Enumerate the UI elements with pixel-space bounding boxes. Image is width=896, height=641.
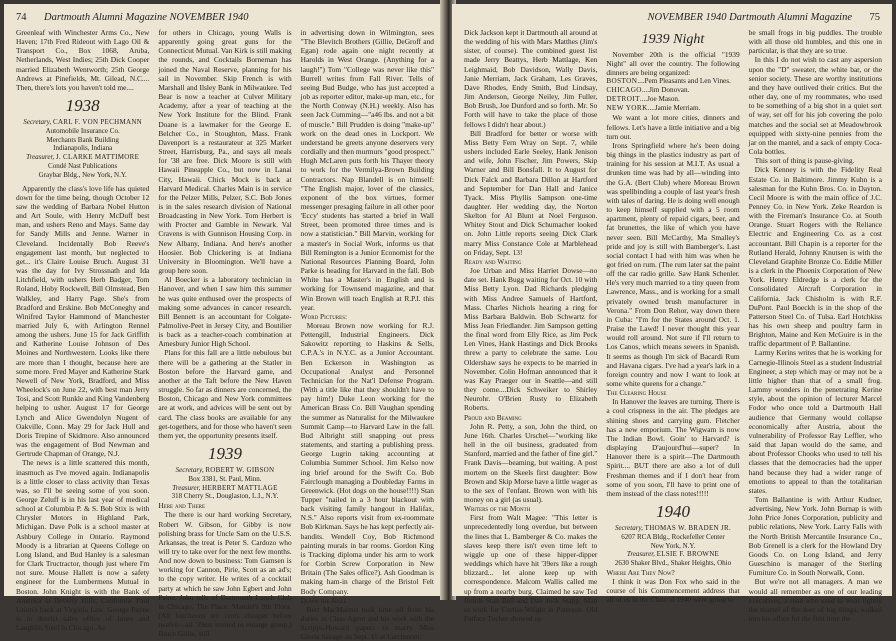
paragraph: John R. Petty, a son, John the third, on June 16th. Charles Urschel—"working like hell in the oil business, graduated from Stanford, married and the father of fine girl." Frank Davis—beaming, but waiting. A post mortem on the Skeels first daughter: Bow Brown and Skip Morse have a little wager as to the sex of l'enfant. Brown won with his money on a girl (as usual). <box>464 421 598 504</box>
paragraph: in advertising down in Wilmington, sees "The Blevitch Brothers (Gillie, DeGroff and Egan) rode again one night recently at Harolds in West Orange. (Anything for a laugh!") Tom "College was never like this" Burrell writes from Fall River. Tells of seeing Bud Budge, who has just accepted a job as reporter editor, make-up man, etc., for the North Conway (N.H.) weekly. Also has seen Jack Cumming—"a46 lbs. and not a bit of muscle." Bill Prudden is doing "make-up" work on the dead ones in Lockport. We understand he greets anyone deservers very cordially and then murmurs "good prospect." Hugh McLaren puts forth his Thayer theory to work for the Vermilya-Brown Building Contractors. Nap Blandell is on himself: "The English major, lover of the classics, exponent of the box virtues, former messenger presaging failure in all other poor 'Eccy' students has started a brief in Wall Street, been promoted three times and is now a statistician." Bill Marvin, working for a master's in Social Work, informs us that Bill Remington is a Junior Economist for the National Resources Planning Board, John Parke is heading for Harvard in the fall. Bob White has a Master's in English and is working for Townsend magazine, and that Win Brown will teach English at R.P.I. this year. <box>300 28 434 312</box>
left-column-1 <box>16 28 150 633</box>
running-head: NOVEMBER 1940 Dartmouth Alumni Magazine <box>647 12 852 23</box>
left-page <box>4 4 444 641</box>
officer-name: ROBERT W. GIBSON <box>205 466 275 475</box>
page-number: 74 <box>16 12 27 23</box>
paragraph: Bert MacMannis took time off from his duties as Class Agent and his work with the Scripps-Howard papers to marry Miss Gloria Savage on Sept. 15 at Larchmont. <box>300 604 434 641</box>
section-subhead: Word Pictures: <box>300 311 348 321</box>
paragraph: November 20th is the official "1939 Night" all over the country. The following dinners are being organized: <box>606 50 740 78</box>
officer-address-line: 318 Cherry St., Douglaston, L.I., N.Y. <box>171 492 279 501</box>
paragraph: for others in Chicago, young Walls is apparently going great guns for the Connecticut Mutual. Van Kirk is still making the rounds, and Cocktails Borneman has joined the Naval Reserve, planning for his sail in November. Skip French is with Marshall and Ilsley Bank in Milwaukee. Ted Bear is now a teacher at Culver Military Academy, after a year of teaching at the New York Institute for the Blind. Frank Doane is a lawmaker for the George E. Belcher Co., in Stoughton, Mass. Frank Davenport is a restaurateur at 325 Market Street, Harrisburg, Pa., and says all meals for '38 are free. Dick Moore is still with Hawaii Pineapple Co., but now in Lanai City, Hawaii. Chick Mock is back at Harvard Medical. Charles Main is in service for the Pelzer Mills, Pelzer, S.C. Bob Jones is in the sales research division of National Broadcasting in New York. Tom Herbert is with Procter and Gamble in Newark. Val Cravens is with Gunnison Housing Corp. in New Albany, Indiana. And here's another Hoosier. Bob Chickering is at Indiana University in Bloomington. We'll have a group here soon. <box>158 28 292 276</box>
class-year-heading: 1940 <box>655 502 690 522</box>
paragraph: Greenleaf with Winchester Arms Co., New Haven; 17th Fred Rideout with Lago Oil & Transport Co., Box 1068, Aruba, Netherlands, West Indies; 25th Dick Cooper married Elizabeth Wentworth; 25th George Andrews at Pinefields, Mt. Gilead, N.C.... Then, there's lots you haven't told me.... <box>16 28 150 92</box>
paragraph: Bill Bradford for better or worse with Miss Betty Fern Wray on Sept. 7, while ushers included Earle Seeley, Hank Jenison and wife, John Fischer, Jim Powers, Skip Warner and Bill Bonsfall. It to August for Dick Falck and Barbara Dillon at Hartford and September for Dan Hall and Janice Tyack. Miss Phyllis Sampson one-time daughter. Her wedding day, the Norton Skelton for Al Blunt at Noel Ferguson. Whitey Stout and Dick Schumacher looked on. John Little reports seeing Dick Clark marry Miss Constance Cole at Marblehead on Friday, Sept. 13! <box>464 128 598 257</box>
paragraph: Joe Urban and Miss Harriet Dowse—no date set. Hank Bugg waiting for Oct. 10 with Miss Betty Lyon. Dad Richards pledging with Miss Andree Samuels of Hartford, Mass. Charles Nichols hearing a ring for Miss Barbara Baldwin. Bob Schwartz for Miss Jean Friedlander. Jim Sampson getting the final word from Elly Rice, as Jim Peck Len Vines, Hank Hastings and Dick Brooks threw a party to celebrate the same. Lou Oldershaw says he expects to be married in November. Colin Hofman announced that it was Kay Praeger our in Seattle—and still they come....Dick Schweiker to Shirley Neurohr. O'Brien Rusty to Elizabeth Roberts. <box>464 266 598 413</box>
paragraph: The news is a little scattered this month, inasmuch as I've moved again. Indianapolis is a little closer to class activity than Texas was, so I'll be seeing some of you soon. George Zeluff is in his last year of medical school at Columbia P. & S. Bob Stix is with Chrysler Motors in Highland Park, Michigan. Dave Polk is a school master at Ashbury College in Ontario. Raymond Moody is a librarian at Queens College on Long Island, and Bud Hanley is a salesman for Clark Tructractor, though just where I'm not sure. Mouse Hallett is now a safety engineer for the Lumbermens Mutual in Boston. John Knight is with the Bank of America in Beverly Hills, California. Paul Urion's back at Virginia Law. George Payne is in district sales office of Jones and Laughlin Steel in Chicago. As <box>16 458 150 633</box>
paragraph: Irons Springfield where he's been doing big things in the plastics industry as part of training for his session at M.I.T. As usual a drunken time was had by all—winding into the G.A. (Bert Club) where Moreau Brown was spellbinding a couple of last year's fresh with tales of daring. He is doing well enough to keep himself supplied with a 5 room apartment, plenty of repaid cigars, beer, and fat brunettes, the like of which you have never seen. Bill McCarthy, Ma Smalley's pride and joy is still with Bamberger's. Last social contact I had with him was when he got fried on rum. (The rum later sat the paint off the car radio grille. Saw Hank Schenler. He's very much married to a tiny queen from Lawrence, Mass., and is working for a small privately owned brush manufacturer in Verona." From Don Rehor, way down there in Cuba: "I'm for the States around Oct. 1. Praise the Lawd! I never thought this year would roll around. Not sure if I'll return to Los Canos, which means sewers in Spanish. It seems as though I'm sick of Bacardi Rum and Havana cigars. I've had a year's lark in a foreign country and now I want to look at some white queens for a change." <box>606 140 740 388</box>
paragraph: Al Boecker is a laboratory technician in Hanover, and when I saw him this summer he was quite enthused over the prospects of making some advances in cancer research. Bill Bennett is an accountant for Colgate-Palmolive-Peet in Jersey City, and Boutilier is back as a teacher-coach combination at Amesbury Junior High School. <box>158 275 292 349</box>
section-subhead: Ready and Waiting <box>464 256 522 266</box>
officer-address-line: 6207 RCA Bldg., Rockefeller Center <box>621 532 725 541</box>
right-page <box>452 4 892 623</box>
left-column-2 <box>158 28 292 639</box>
paragraph: The there is our hard working Secretary, Robert W. Gibson, for Gibby is now polishing brass for Uncle Sam on the U.S.S. Arkansas, the treat is Peter S. Cardozo who will try to take over for the next few months. And now down to business: Tom Gamsen is working for Cannon, Pirie, Scott as an ad's; to the copy writer. He writes of a cocktail party at which he saw John Egbert and John Paine. John tells of Dartmouth Lunch Club in Chicago, The Place: Mandel's 9th Floor. (All luncheons ten cents cheaper before twelve—all '39ers invited to enlarge group.) Bruce Gillie, still <box>158 510 292 639</box>
paragraph: Plans for this fall are a little nebulous but there will be a gathering at the Statler in Boston before the Harvard game, and another at the Taft before the New Haven struggle. So far as dinners are concerned, the Boston, Chicago and New York committees are at work, and advices will be sent out by card. The class books are available for any get-togethers, and for those who haven't seen them yet, the opportunity presents itself. <box>158 348 292 440</box>
paragraph: be small frogs in big puddles. The trouble with all those old humbles, and this one in particular, is that they are so true. <box>748 28 882 56</box>
section-subhead: Writers of the Month <box>464 504 531 514</box>
section-subhead: Proud and Beaming <box>464 412 522 422</box>
event-title: 1939 Night <box>641 32 705 47</box>
running-head: Dartmouth Alumni Magazine NOVEMBER 1940 <box>44 12 249 23</box>
right-page-header <box>464 12 880 26</box>
paragraph: In this I do not wish to cast any aspersion upon the "D" sweater, the white bar, or the senior society. These are worthy institutions and they have outlived their critics. But the other day, one of my roommates, who used to be something of a big shot in a quiet sort of way, set off for his job covering the polo matches and the social set at Meadowbrook equipped with sixty-nine pennies from the jar on the mantel, and a sack of empty Coca-Cola bottles. <box>748 55 882 157</box>
officer-address-line: New York, N.Y. <box>650 541 696 550</box>
left-page-header <box>16 12 432 26</box>
class-year-heading: 1939 <box>207 444 242 464</box>
officer-address-line: Merchants Bank Building <box>46 135 119 144</box>
officer-address-line: Box 3381, St. Paul, Minn. <box>188 474 262 483</box>
paragraph: In Hanover the leaves are turning. There is a cool crispness in the air. The pledges are shining shoes and carrying gum. Fletcher has a new emporium. The Wigwam is now The Indian Bowl. Goin' to Harvard? is displaying D'aujourd'hui—super? In Hanover there is a spirit—The Dartmouth Spirit.... BUT there are also a lot of dull Freshman themes and if I don't hear from some of you soon, I'll have to print one of them instead of the class notes!!!!! <box>606 397 740 498</box>
officer-address-line: Indianapolis, Indiana <box>53 144 113 153</box>
left-columns <box>16 28 434 641</box>
class-officer-block: Secretary, THOMAS W. BRADEN JR. 6207 RCA Bldg., Rockefeller Center New York, N.Y. Treasurer, ELSIE F. BROWNE 2630 Shaker Blvd., Shaker Heights, Ohio <box>606 524 739 568</box>
section-subhead: The Clearing House <box>606 388 667 398</box>
officer-address-line: Automobile Insurance Co. <box>45 126 120 135</box>
dinner-city-row: DETROIT....Joe Mason. <box>606 95 680 104</box>
section-subhead: Where Are They Now? <box>606 568 675 578</box>
paragraph: Dick Kenney is with the Fidelity Real Estate Co. in Baltimore. Jimmy Kuhn is a salesman for the Kuhn Bros. Co. in Dayton. Cecil Moore is with the main office of J.C. Penney Co. in New York. Zeke Reardon is with the Fireman's Insurance Co. at South Orange. Stuart Rogers with the Reliance Electric and Engineering Co. as a cost accountant. Bill Chapin is a reporter for the Rutland Herald, Johnny Knutsen is with the Cleveland Graphite Bronze Co. Eddie Miller is a clerk in the Phoenix Corporation of New York. Henry Eldredge is a clerk for the Consolidated Aircraft Corporation in California. Jack Chisholm is with R.F. DuPont. Paul Boeckh is in the shop of the Patterson Steel Co. of Tulsa. Earl Hotchkiss has his own sheep and poultry farm in Brighton, Maine and Ken McGuire is in the traffic department of P. Ballantine. <box>748 165 882 349</box>
right-columns <box>464 28 882 623</box>
officer-address-line: Graybar Bldg., New York, N.Y. <box>38 170 127 179</box>
officer-name: ELSIE F. BROWNE <box>656 550 720 559</box>
paragraph: This sort of thing is pause-giving. <box>754 156 855 166</box>
paragraph: First from Walt Magee: "This letter is unprecedentedly long overdue, but between the lines that L. Bamberger & Co. makes the slaves keep there isn't even time left to wiggle up one of these hipper-dipper weddings which have hit '39ers like a rough blizzard... let alone keep up with correspondence. Malcom Wallis called me up from a nearby burg. Claimed he saw Ted Bonds Stan Bell and Dan Jock Stapp. Man to work for Curtiss-Wright in Paterson. Old Fatface Tucker showed up <box>464 513 598 623</box>
left-column-3 <box>300 28 434 641</box>
class-officer-block: Secretary, ROBERT W. GIBSON Box 3381, St. Paul, Minn. Treasurer, HERBERT MATTLAGE 318 Cherry St., Douglaston, L.I., N.Y. <box>158 466 291 501</box>
officer-name: J. CLARKE MATTIMORE <box>55 153 140 162</box>
page-number: 75 <box>869 12 880 23</box>
paragraph: I think it was Don Fox who said in the course of his Commencement address that all of us in the Class of 1940 were going to <box>606 577 740 605</box>
dinner-city-row: BOSTON....Pem Pleasants and Len Vines. <box>606 77 731 86</box>
right-column-2 <box>606 28 740 605</box>
section-subhead: Here and There <box>158 501 206 511</box>
officer-address-line: 2630 Shaker Blvd., Shaker Heights, Ohio <box>614 559 732 568</box>
right-column-1 <box>464 28 598 623</box>
officer-address-line: Condé Nast Publications <box>48 162 118 171</box>
officer-name: THOMAS W. BRADEN JR. <box>644 524 731 533</box>
officer-name: CARL F. VON PECHMANN <box>52 118 143 127</box>
paragraph: Larmy Kerins writes that he is working for Carnegie-Illinois Steel as a student Industrial Engineer, a step which may or may not be a little higher than that of a small frog. Lammy wonders in the penetrating Kerine style, about the opinion of lecturer Marcel Fodor who once told a Dartmouth Hall audience that Germany would collapse economically after Austria, about the vulnerability of Professor Ray Leffler, who said that Japan would do the same, and about Professor Chooks who used to tell his classes that the democracies had the upper hand because they had a wider range of emotions to appeal to than the totalitarian states. <box>748 348 882 495</box>
paragraph: We want a lot more cities, dinners and fellows. Let's have a little initiative and a big turn out. <box>606 113 740 141</box>
dinner-city-row: NEW YORK....Jamie Merriam. <box>606 104 701 113</box>
class-officer-block: Secretary, CARL F. VON PECHMANN Automobile Insurance Co. Merchants Bank Building Indianapolis, Indiana Treasurer, J. CLARKE MATTIMORE Condé Nast Publications Graybar Bldg., New York, N.Y. <box>16 118 149 180</box>
paragraph: Apparently the class's love life has quieted down for the time being, though October 12 saw the wedding of Barbara Nobel Hutton and Art Soule, with Henry McDuff best man, and ushers Reno and Mays. Same day for Sandy Mills and Jenne. Warner in Cleveland. Incidentally Bob Reeve's engagement last month, but neglected to get... it's Claire Louise Bruch. August 31 was the day for Ivy Strossnath and Ida Litchfield, with ushers Herb Badger, Tom Roland, Hoby Rockwell, Bill Olmstead, Ben Walkley, and Harry Page. She's from Bradford and Erskine. Bob McConeghy and Winifred Taylor Hammond of Manchester married July 6, with Arlington Rennel among the ushers. June 15 for Jack Griffith and Katherine Louise Johnson of Des Moines and Northwestern. Looks like there are more than I thought, because here are some more. Fred Mayer and Katherine Stark Newell of New York, Bradford, and Miss Wheelock's on June 22, with best man Jerry Tosi, and Scott Runkle and King Vandenberg helping to usher. August 17 for George Lynch and Alice Gwendolyn Nugent of Oakville, Conn. May 29 for Jack Hull and Doris Trepine of Skidmore. Also announced was the engagement of Bud Newman and Gertrude Chapman of Orange, N.J. <box>16 183 150 459</box>
right-column-3 <box>748 28 882 623</box>
class-year-heading: 1938 <box>65 96 100 116</box>
paragraph: But we're not all managers. A man we would all remember as one of our leading executives, a man who used to wear lightly the mantel of the doer of big things, walked into his office for the first time the <box>748 577 882 623</box>
section-subhead: Down the Aisle <box>300 595 347 605</box>
officer-name: HERBERT MATTLAGE <box>202 483 278 492</box>
paragraph: Tom Ballantine is with Arthur Kudner, advertising, New York. John Burnap is with John Price Jones Corporation, publicity and public relations, New York. Larry Falls with the North British Mercantile Insurance Co., Bob Grenell is a clerk for the Howland Dry Goods Co. on Long Island, and Jerry Gueschino is manager of the Sterling Furniture Co. in South Norwalk, Conn. <box>748 494 882 578</box>
paragraph: Moreau Brown now working for R.J. Pettengill, Industrial Engineers. Dick Sakowitz reporting to Haskins & Sells, C.P.A.'s in N.Y.C. as a Junior Accountant. Ben Eckerson in Washington as Occupational Analyst and Personnel Technician for the Nat'l Defense Program. (With a title like that they shouldn't have to pay him!) Duke Leon working for the American Brass Co. Bill Vaughan spending the summer as Naturalist for the Milwaukee Summit Camp—to Harvard Law in the fall. Bud Albright still snapping out press statements, and starting a publishing press. George Lugrin taking accounting at Columbia Summer School. Jim Kelso now ing brief around for the Swift Co. Bob Fairclough managing a Doubleday Farms in Greenwick. (Hot dogs on the house!!!!) Stan Tupper "nailed in a 3 hour blackout with back visiting family hangout in Halifax, N.S." Also reports visit from ex-roommate Bob Kirkman. Says he has kept perfectly air-bandits. Wendell Coy, Bob Richmond painting murals in bar rooms. Gordon King is Tracking diploma under his arm to work for Corbin Screw Corporation in New Britain (The Sales office?). Ash Goodman is making ham-in charge of the Bristol Felt Body Company. <box>300 321 434 596</box>
dinner-city-row: CHICAGO....Jim Donovan. <box>606 86 690 95</box>
paragraph: Dick Jackson kept it Dartmouth all around at the wedding of his with Mars Matthes (Jim's sister, of course). The combined guest list made Jerry Beattys, Herb Mattlage, Ken Leighmaid, Bob Davidson, Wally Davis, Janie Merriam, Jack Graham, Les Graves, Dave Rhodes, Endy Smith, Bud Lindsay, Jim Anderson, George Neiley, Jim Fuller, Bob Brush, Joe Dunford and so forth. Mr. So Forth will have to take the place of those fellows I didn't hear about.) <box>464 28 598 129</box>
